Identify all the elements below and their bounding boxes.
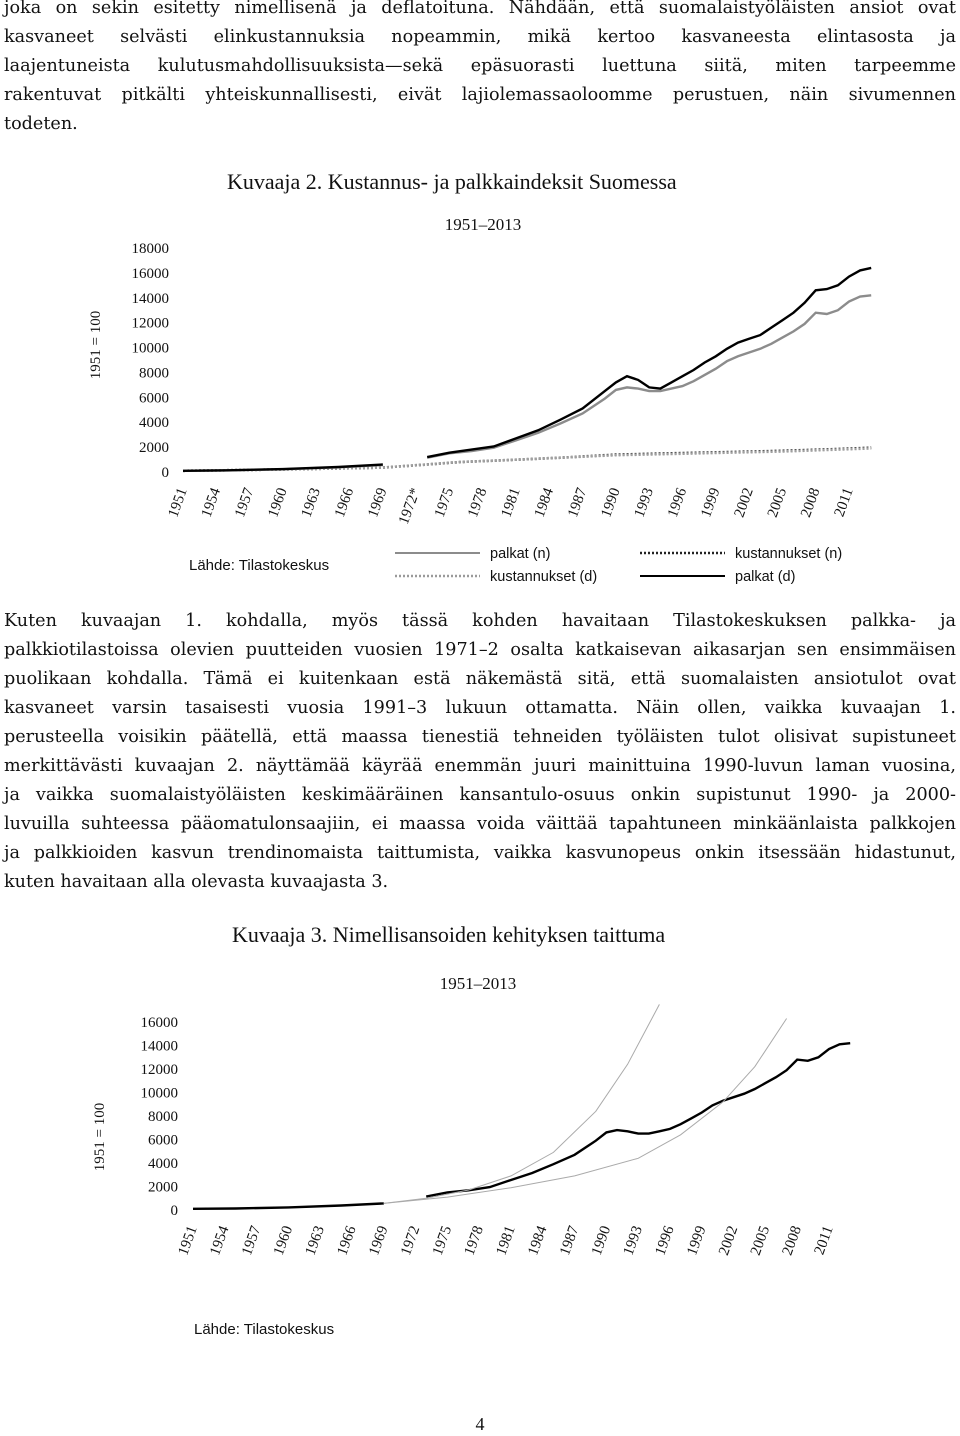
y-tick-label: 10000 [131, 340, 169, 357]
x-tick-label: 1954 [207, 1223, 233, 1258]
intro-line: rakentuvat pitkälti yhteiskunnallisesti, eivät lajiolemassaoloomme perustuen, näin sivumennen [4, 85, 956, 105]
x-tick-label: 1966 [334, 1223, 360, 1258]
discussion-line: kasvaneet varsin tasaisesti vuosia 1991–3 lukuun ottamatta. Näin ollen, vaikka kuvaajan 1. [4, 698, 956, 718]
legend-palkat-d: palkat (d) [735, 569, 796, 585]
series-line-trend-0 [193, 1203, 384, 1208]
discussion-line: merkittävästi kuvaajan 2. näyttämää käyrää enemmän juuri mainittuina 1990-luvun laman vuosina, [4, 756, 956, 776]
y-tick-label: 14000 [131, 290, 169, 307]
discussion-line: ja vaikka suomalaistyöläisten keskimääräinen kansantulo-osuus onkin supistunut 1990- ja 2000- [4, 785, 956, 805]
chart2-source: Lähde: Tilastokeskus [189, 557, 330, 574]
intro-line: kasvaneet selvästi elinkustannuksia nopeammin, mikä kertoo kasvaneesta elintasosta ja [4, 27, 956, 47]
x-tick-label: 1972 [398, 1223, 424, 1258]
paragraph-discussion [4, 607, 956, 897]
y-tick-label: 4000 [148, 1156, 178, 1172]
discussion-line: ja palkkioiden kasvun trendinomaista taittumista, vaikka kasvunopeus onkin itsessään hidastunut, [4, 843, 956, 863]
x-tick-label: 1984 [525, 1223, 551, 1258]
chart-kuvaaja-2 [0, 160, 960, 585]
x-tick-label: 1996 [652, 1223, 678, 1258]
series-line-kustannukset-d- [183, 448, 871, 470]
x-tick-label: 1960 [270, 1223, 297, 1258]
paragraph-intro [4, 0, 956, 139]
x-tick-label: 1993 [620, 1223, 646, 1258]
x-tick-label: 1954 [198, 485, 225, 520]
x-tick-label: 1981 [493, 1223, 519, 1258]
y-tick-label: 2000 [139, 440, 169, 457]
chart3-subtitle: 1951–2013 [439, 974, 517, 993]
intro-line: joka on sekin esitetty nimellisenä ja deflatoituna. Nähdään, että suomalaistyöläisten ansiot ovat [4, 0, 956, 18]
x-tick-label: 1981 [498, 485, 524, 520]
y-tick-label: 12000 [131, 315, 169, 332]
x-tick-label: 1966 [331, 485, 358, 520]
x-tick-label: 1999 [698, 485, 724, 520]
legend-kustannukset-n: kustannukset (n) [735, 546, 843, 562]
intro-line: todeten. [4, 114, 78, 134]
y-tick-label: 10000 [140, 1085, 178, 1102]
intro-line: laajentuneista kulutusmahdollisuuksista—sekä epäsuorasti luettuna siitä, miten tarpeemme [4, 56, 956, 76]
chart-kuvaaja-3 [0, 910, 960, 1340]
y-tick-label: 6000 [139, 390, 169, 407]
discussion-line: perusteella voisikin päätellä, että maassa tienestiä tehneiden työläisten tulot olisivat supistuneet [4, 727, 956, 747]
x-tick-label: 1951 [165, 485, 191, 520]
y-tick-label: 16000 [131, 265, 169, 282]
x-tick-label: 1969 [366, 1223, 392, 1258]
y-tick-label: 6000 [148, 1132, 178, 1149]
discussion-line: luvuilla suhteessa pääomatulonsaajiin, ei maassa voida väittää tapahtuneen minkäänlaista palkkojen [4, 814, 956, 834]
x-tick-label: 1984 [531, 485, 558, 520]
x-tick-label: 1987 [565, 485, 591, 520]
x-tick-label: 1975 [431, 485, 458, 520]
x-tick-label: 1990 [598, 485, 624, 520]
x-tick-label: 2002 [716, 1223, 742, 1258]
x-tick-label: 2002 [731, 485, 757, 520]
series-line-trend-1 [384, 1004, 660, 1203]
x-tick-label: 1969 [365, 485, 391, 520]
x-tick-label: 1972* [395, 485, 424, 527]
x-tick-label: 1951 [175, 1223, 201, 1258]
y-tick-label: 2000 [148, 1179, 178, 1196]
x-tick-label: 2011 [811, 1223, 837, 1258]
x-tick-label: 2008 [798, 485, 824, 520]
x-tick-label: 1957 [239, 1223, 265, 1258]
x-tick-label: 1957 [232, 485, 258, 520]
x-tick-label: 1963 [302, 1223, 328, 1258]
chart3-ylabel: 1951 = 100 [92, 1102, 108, 1172]
chart2-title: Kuvaaja 2. Kustannus- ja palkkaindeksit Suomessa [227, 169, 677, 194]
chart3-title: Kuvaaja 3. Nimellisansoiden kehityksen taittuma [232, 922, 666, 947]
y-tick-label: 0 [170, 1203, 178, 1219]
y-tick-label: 8000 [148, 1109, 178, 1125]
y-tick-label: 14000 [140, 1038, 178, 1055]
x-tick-label: 2005 [747, 1223, 774, 1258]
series-line-palkat-n- [427, 295, 871, 457]
x-tick-label: 1978 [461, 1223, 487, 1258]
chart2-ylabel: 1951 = 100 [88, 310, 104, 380]
x-tick-label: 1975 [429, 1223, 456, 1258]
x-tick-label: 1996 [664, 485, 691, 520]
y-tick-label: 8000 [139, 365, 169, 382]
x-tick-label: 1963 [298, 485, 324, 520]
page-number: 4 [475, 1414, 485, 1434]
chart2-legend [395, 546, 842, 585]
discussion-line: kuten havaitaan alla olevasta kuvaajasta 3. [4, 872, 389, 892]
discussion-line: palkkiotilastoissa olevien puutteiden vuosien 1971–2 osalta katkaisevan aikasarjan sen ensimmäisen [4, 640, 956, 660]
y-tick-label: 0 [161, 465, 169, 481]
x-tick-label: 1960 [265, 485, 291, 520]
x-tick-label: 1999 [684, 1223, 710, 1258]
y-tick-label: 12000 [140, 1062, 178, 1078]
y-tick-label: 18000 [131, 241, 169, 257]
x-tick-label: 2005 [764, 485, 791, 520]
discussion-line: puolikaan kohdalla. Tämä ei kuitenkaan estä näkemästä sitä, että suomalaisten ansiotulot ovat [4, 669, 956, 689]
x-tick-label: 1993 [631, 485, 657, 520]
x-tick-label: 2008 [779, 1223, 805, 1258]
x-tick-label: 2011 [831, 485, 857, 520]
discussion-line: Kuten kuvaajan 1. kohdalla, myös tässä kohden havaitaan Tilastokeskuksen palkka- ja [4, 611, 956, 631]
chart2-subtitle: 1951–2013 [444, 215, 522, 234]
series-line-trend-0 [426, 1043, 850, 1196]
y-tick-label: 16000 [140, 1015, 178, 1031]
x-tick-label: 1978 [465, 485, 491, 520]
y-tick-label: 4000 [139, 415, 169, 432]
x-tick-label: 1990 [588, 1223, 615, 1258]
x-tick-label: 1987 [557, 1223, 583, 1258]
series-line-palkat-d- [427, 268, 871, 457]
legend-palkat-n: palkat (n) [490, 546, 551, 562]
chart3-source: Lähde: Tilastokeskus [194, 1321, 335, 1338]
series-line-trend-2 [384, 1019, 787, 1204]
legend-kustannukset-d: kustannukset (d) [490, 569, 598, 585]
